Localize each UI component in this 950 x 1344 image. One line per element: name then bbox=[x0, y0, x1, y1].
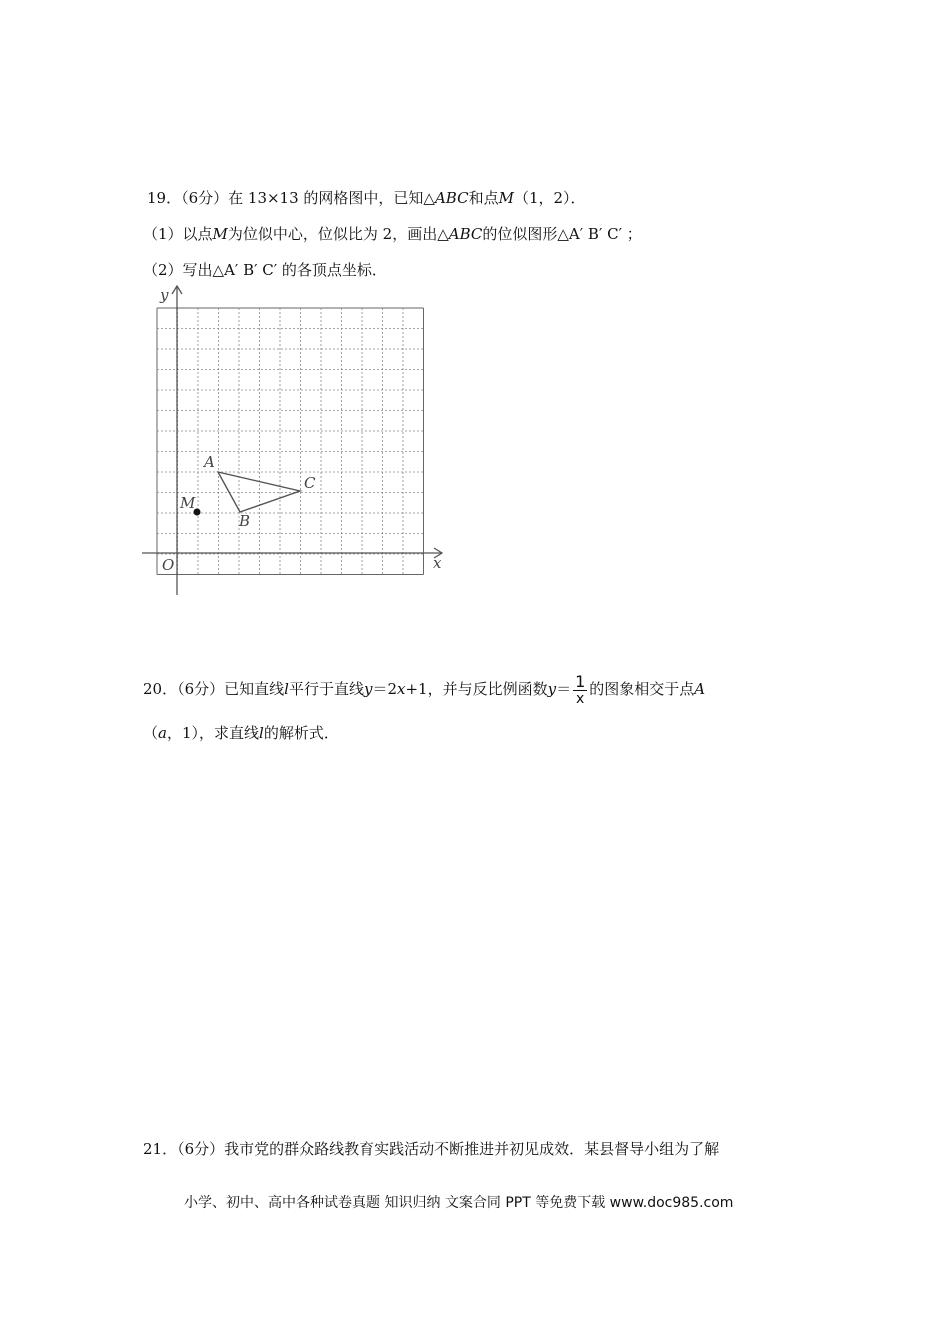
x-axis-label: x bbox=[433, 554, 442, 572]
question-20-line-2: （a，1），求直线l的解析式． bbox=[143, 724, 339, 742]
label-c: C bbox=[304, 474, 316, 492]
label-b: B bbox=[239, 512, 251, 530]
question-21: 21．（6分）我市党的群众路线教育实践活动不断推进并初见成效．某县督导小组为了解 bbox=[143, 1140, 720, 1158]
fraction-1-over-x: $\frac{1}{x}$ bbox=[575, 672, 586, 707]
triangle-abc bbox=[218, 472, 300, 512]
question-19: 19．（6分）在 13×13 的网格图中，已知△ABC和点M（1，2）． bbox=[147, 189, 586, 207]
question-20: 20．（6分）已知直线l平行于直线y＝2x+1，并与反比例函数y＝ $\frac{1}{x}$ 的图象相交于点A bbox=[143, 672, 706, 707]
page-footer: 小学、初中、高中各种试卷真题 知识归纳 文案合同 PPT 等免费下载 www.doc985.com bbox=[184, 1195, 734, 1211]
origin-label: O bbox=[162, 556, 175, 574]
question-19-part-2: （2）写出△A′ B′ C′ 的各顶点坐标． bbox=[143, 261, 387, 279]
label-a: A bbox=[204, 453, 215, 471]
grid-figure bbox=[140, 280, 460, 605]
grid-lines bbox=[157, 308, 424, 575]
question-19-part-1: （1）以点M为位似中心，位似比为 2，画出△ABC的位似图形△A′ B′ C′ ； bbox=[143, 225, 642, 243]
y-axis-label: y bbox=[160, 286, 169, 304]
label-m: M bbox=[180, 494, 196, 512]
